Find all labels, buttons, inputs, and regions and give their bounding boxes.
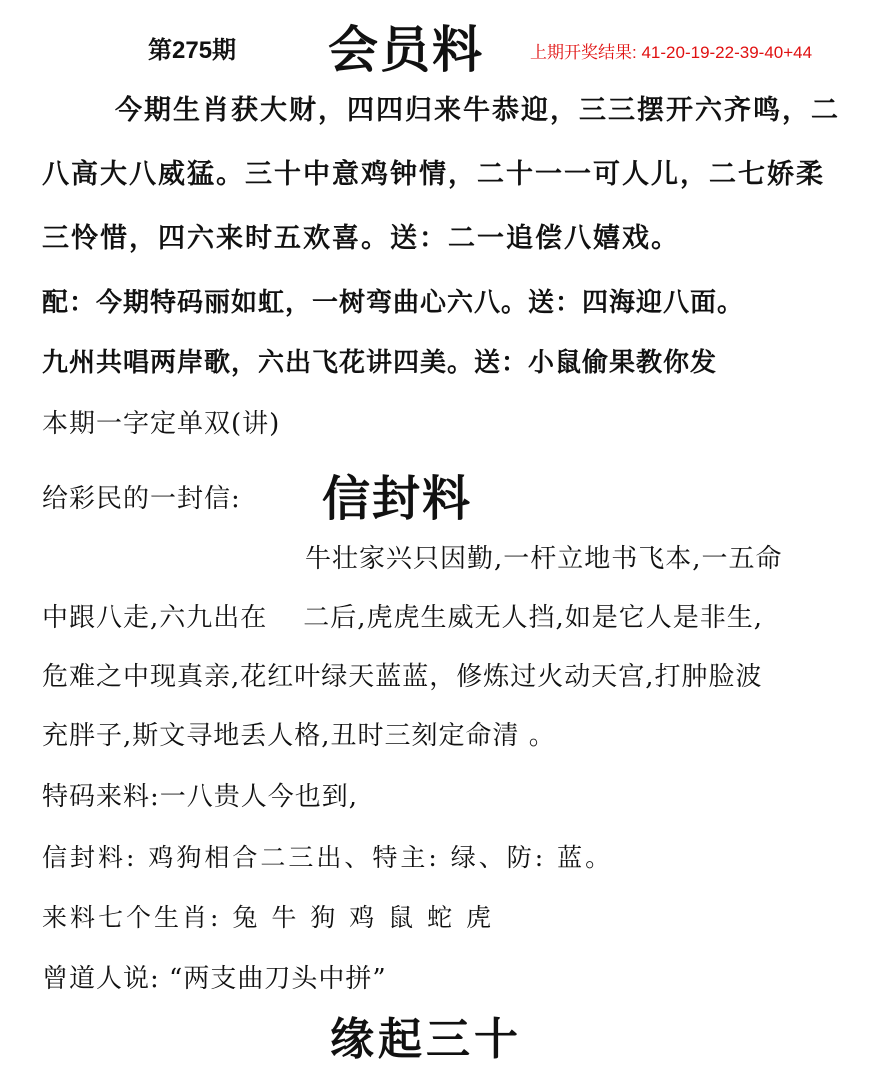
page-title: 会员料 [328, 20, 484, 79]
issue-number: 第275期 [148, 37, 237, 64]
last-result [530, 38, 812, 63]
last-result-numbers: 41-20-19-22-39-40+44 [641, 43, 813, 62]
single-double-line: 本期一字定单双(讲) [42, 409, 281, 439]
letter-line-2 [42, 597, 763, 634]
zodiac7-line: 来料七个生肖: 兔 牛 狗 鸡 鼠 蛇 虎 [42, 903, 495, 932]
zeng-line: 曾道人说: “两支曲刀头中拼” [42, 964, 387, 994]
bottom-title: 缘起三十 [330, 1014, 522, 1065]
letter-line-4: 充胖子,斯文寻地丢人格,丑时三刻定命清 。 [42, 721, 556, 751]
poem-line-2: 八高大八威猛。三十中意鸡钟情，二十一一可人儿，二七娇柔 [42, 159, 825, 190]
letter-title: 信封料 [322, 471, 473, 527]
last-result-label: 上期开奖结果: [530, 43, 637, 62]
poem-line-1: 今期生肖获大财，四四归来牛恭迎，三三摆开六齐鸣，二 [115, 95, 840, 126]
pei-line-2: 九州共唱两岸歌，六出飞花讲四美。送：小鼠偷果教你发 [42, 348, 718, 378]
tema-line: 特码来料:一八贵人今也到, [42, 782, 359, 812]
letter-line-1: 牛壮家兴只因勤,一杆立地书飞本,一五命 [305, 544, 783, 574]
letter-line-3: 危难之中现真亲,花红叶绿天蓝蓝，修炼过火动天宫,打肿脸波 [42, 662, 763, 692]
poem-line-3: 三怜惜，四六来时五欢喜。送：二一追偿八嬉戏。 [42, 223, 680, 254]
xinfeng-line: 信封料: 鸡狗相合二三出、特主: 绿、防: 蓝。 [42, 843, 614, 872]
letter-label: 给彩民的一封信: [42, 484, 241, 514]
letter-line-2b: 二后,虎虎生威无人挡,如是它人是非生, [303, 603, 764, 633]
pei-line-1: 配：今期特码丽如虹，一树弯曲心六八。送：四海迎八面。 [42, 288, 745, 318]
letter-line-2a: 中跟八走,六九出在 [42, 603, 268, 633]
